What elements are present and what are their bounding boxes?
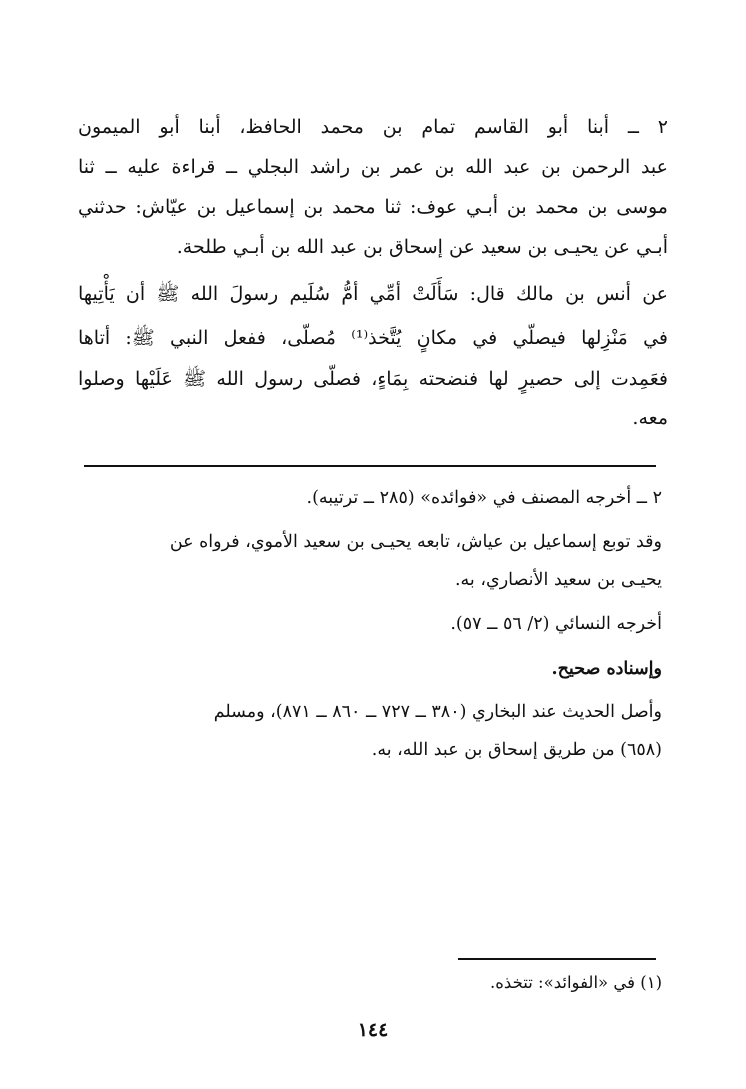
- main-text-line: معه.: [632, 407, 668, 429]
- note-line: يحيـى بن سعيد الأنصاري، به.: [454, 570, 662, 590]
- page-number: ١٤٤: [357, 1019, 389, 1041]
- note-line: ٢ ــ أخرجه المصنف في «فوائده» (٢٨٥ ــ ترتيبه).: [306, 488, 662, 508]
- note-line: وقد توبع إسماعيل بن عياش، تابعه يحيـى بن سعيد الأموي، فرواه عن: [169, 532, 662, 552]
- note-line: أخرجه النسائي (٢/ ٥٦ ــ ٥٧).: [450, 614, 662, 634]
- note-line-isnad-verdict: وإسناده صحيح.: [551, 659, 662, 679]
- main-text-line: عبد الرحمن بن عبد الله بن عمر بن راشد البجلي ــ قراءة عليه ــ ثنا: [78, 156, 668, 178]
- footnote-text: (١) في «الفوائد»: تتخذه.: [490, 973, 662, 992]
- footnote-separator-rule: [458, 958, 656, 960]
- main-text-line: عن أنس بن مالك قال: سَأَلَتْ أمِّي أمُّ سُلَيم رسولَ الله ﷺ أن يَأْتِيها: [78, 283, 668, 305]
- notes-separator-rule: [84, 465, 656, 467]
- main-text-line: فعَمِدت إلى حصيرٍ لها فنضحته بِمَاءٍ، فصلّى رسول الله ﷺ عَلَيْها وصلوا: [78, 368, 668, 390]
- main-text-line: ٢ ــ أبنا أبو القاسم تمام بن محمد الحافظ، أبنا أبو الميمون: [78, 116, 668, 138]
- note-line: وأصل الحديث عند البخاري (٣٨٠ ــ ٧٢٧ ــ ٨٦٠ ــ ٨٧١)، ومسلم: [213, 702, 662, 722]
- main-text-line: موسى بن محمد بن أبـي عوف: ثنا محمد بن إسماعيل بن عيّاش: حدثني: [78, 196, 668, 218]
- note-line: (٦٥٨) من طريق إسحاق بن عبد الله، به.: [371, 740, 662, 760]
- main-text-line: في مَنْزِلها فيصلّي في مكانٍ يُتَّخذ⁽¹⁾ مُصلّى، ففعل النبي ﷺ: أتاها: [78, 327, 668, 349]
- main-text-line: أبـي عن يحيـى بن سعيد عن إسحاق بن عبد الله بن أبـي طلحة.: [176, 236, 668, 258]
